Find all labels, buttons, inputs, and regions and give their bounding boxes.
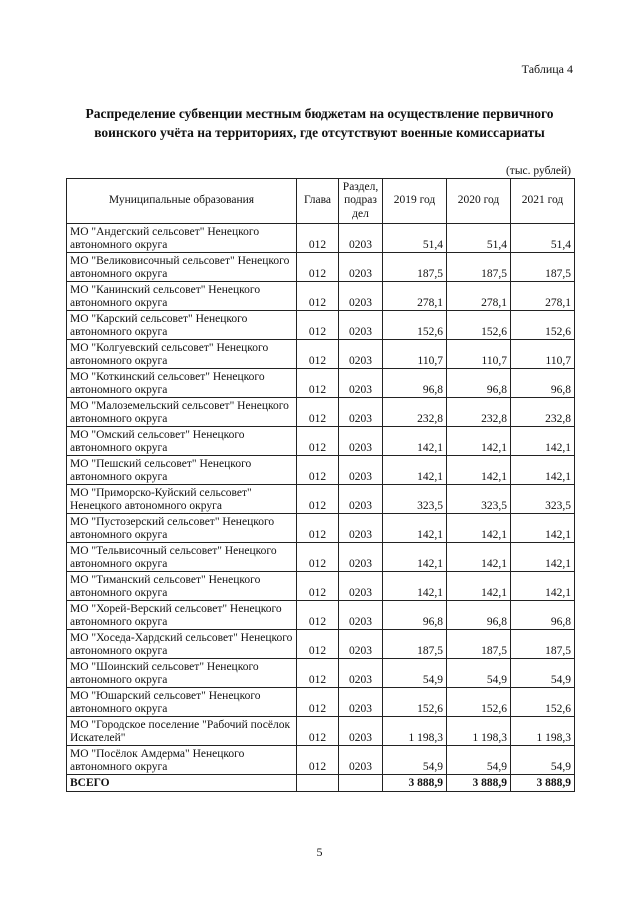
- amount-2021: 142,1: [511, 456, 575, 485]
- section-code: 0203: [339, 688, 383, 717]
- amount-2021: 54,9: [511, 659, 575, 688]
- municipality-name-line: автономного округа: [70, 297, 168, 309]
- chapter-code: 012: [297, 485, 339, 514]
- title-line: Распределение субвенции местным бюджетам на осуществление первичного: [85, 106, 554, 121]
- header-section-line: подраз: [344, 194, 377, 207]
- header-section: [339, 179, 383, 224]
- section-code: 0203: [339, 369, 383, 398]
- amount-2020: 232,8: [447, 398, 511, 427]
- amount-2019: 142,1: [383, 572, 447, 601]
- amount-2019: 323,5: [383, 485, 447, 514]
- amount-2021: 232,8: [511, 398, 575, 427]
- amount-2021: 142,1: [511, 427, 575, 456]
- amount-2021: 152,6: [511, 688, 575, 717]
- table-row: [67, 688, 575, 717]
- amount-2019: 96,8: [383, 601, 447, 630]
- municipality-name: [67, 456, 297, 485]
- amount-2020: 142,1: [447, 572, 511, 601]
- chapter-code: 012: [297, 398, 339, 427]
- amount-2019: 152,6: [383, 688, 447, 717]
- amount-2020: 96,8: [447, 369, 511, 398]
- subvention-table: [66, 178, 575, 792]
- municipality-name: [67, 398, 297, 427]
- section-code: 0203: [339, 224, 383, 253]
- chapter-code: 012: [297, 340, 339, 369]
- section-code: 0203: [339, 456, 383, 485]
- table-row: [67, 717, 575, 746]
- chapter-code: 012: [297, 224, 339, 253]
- amount-2020: 152,6: [447, 688, 511, 717]
- municipality-name-line: МО "Пешский сельсовет" Ненецкого: [70, 458, 252, 470]
- municipality-name: [67, 630, 297, 659]
- chapter-code: 012: [297, 630, 339, 659]
- table-row: [67, 369, 575, 398]
- table-row: [67, 746, 575, 775]
- municipality-name: [67, 514, 297, 543]
- section-code: 0203: [339, 746, 383, 775]
- section-code: 0203: [339, 659, 383, 688]
- total-2020: 3 888,9: [447, 775, 511, 792]
- header-row: [67, 179, 575, 224]
- amount-2019: 152,6: [383, 311, 447, 340]
- amount-2021: 142,1: [511, 572, 575, 601]
- amount-2020: 187,5: [447, 630, 511, 659]
- municipality-name: [67, 224, 297, 253]
- municipality-name-line: МО "Посёлок Амдерма" Ненецкого: [70, 748, 245, 760]
- table-row: [67, 514, 575, 543]
- amount-2021: 152,6: [511, 311, 575, 340]
- amount-2021: 187,5: [511, 253, 575, 282]
- amount-2021: 1 198,3: [511, 717, 575, 746]
- municipality-name-line: автономного округа: [70, 268, 168, 280]
- amount-2020: 187,5: [447, 253, 511, 282]
- table-row: [67, 340, 575, 369]
- amount-2021: 54,9: [511, 746, 575, 775]
- amount-2019: 110,7: [383, 340, 447, 369]
- municipality-name-line: МО "Малоземельский сельсовет" Ненецкого: [70, 400, 289, 412]
- municipality-name-line: МО "Карский сельсовет" Ненецкого: [70, 313, 248, 325]
- municipality-name-line: МО "Андегский сельсовет" Ненецкого: [70, 226, 260, 238]
- municipality-name: [67, 427, 297, 456]
- table-row: [67, 485, 575, 514]
- municipality-name-line: МО "Пустозерский сельсовет" Ненецкого: [70, 516, 275, 528]
- amount-2020: 1 198,3: [447, 717, 511, 746]
- municipality-name: [67, 253, 297, 282]
- chapter-code: 012: [297, 514, 339, 543]
- amount-2021: 142,1: [511, 514, 575, 543]
- table-label: Таблица 4: [521, 62, 573, 76]
- amount-2019: 187,5: [383, 253, 447, 282]
- municipality-name-line: МО "Городское поселение "Рабочий посёлок: [70, 719, 291, 731]
- municipality-name-line: МО "Омский сельсовет" Ненецкого: [70, 429, 245, 441]
- municipality-name: [67, 311, 297, 340]
- chapter-code: 012: [297, 311, 339, 340]
- table-row: [67, 601, 575, 630]
- amount-2021: 323,5: [511, 485, 575, 514]
- municipality-name-line: автономного округа: [70, 355, 168, 367]
- amount-2020: 152,6: [447, 311, 511, 340]
- municipality-name: [67, 282, 297, 311]
- section-code: 0203: [339, 572, 383, 601]
- amount-2021: 51,4: [511, 224, 575, 253]
- municipality-name: [67, 746, 297, 775]
- municipality-name: [67, 340, 297, 369]
- chapter-code: 012: [297, 717, 339, 746]
- municipality-name-line: автономного округа: [70, 645, 168, 657]
- amount-2021: 110,7: [511, 340, 575, 369]
- section-code: 0203: [339, 340, 383, 369]
- table-row: [67, 456, 575, 485]
- municipality-name-line: автономного округа: [70, 239, 168, 251]
- section-code: 0203: [339, 630, 383, 659]
- section-code: 0203: [339, 514, 383, 543]
- amount-2019: 232,8: [383, 398, 447, 427]
- header-chapter: Глава: [297, 179, 339, 224]
- municipality-name-line: МО "Хорей-Верский сельсовет" Ненецкого: [70, 603, 282, 615]
- municipality-name-line: автономного округа: [70, 326, 168, 338]
- page-number: 5: [316, 845, 323, 859]
- amount-2019: 54,9: [383, 659, 447, 688]
- municipality-name-line: автономного округа: [70, 471, 168, 483]
- amount-2020: 142,1: [447, 456, 511, 485]
- chapter-code: 012: [297, 572, 339, 601]
- municipality-name-line: автономного округа: [70, 529, 168, 541]
- municipality-name: [67, 485, 297, 514]
- total-2019: 3 888,9: [383, 775, 447, 792]
- total-row: [67, 775, 575, 792]
- table-row: [67, 543, 575, 572]
- amount-2020: 54,9: [447, 659, 511, 688]
- amount-2020: 278,1: [447, 282, 511, 311]
- chapter-code: 012: [297, 456, 339, 485]
- municipality-name-line: автономного округа: [70, 703, 168, 715]
- municipality-name-line: МО "Юшарский сельсовет" Ненецкого: [70, 690, 261, 702]
- municipality-name-line: Ненецкого автономного округа: [70, 500, 222, 512]
- table-row: [67, 427, 575, 456]
- table-row: [67, 572, 575, 601]
- section-code: 0203: [339, 601, 383, 630]
- table-row: [67, 253, 575, 282]
- amount-2020: 142,1: [447, 427, 511, 456]
- section-code: 0203: [339, 427, 383, 456]
- municipality-name-line: автономного округа: [70, 442, 168, 454]
- chapter-code: 012: [297, 253, 339, 282]
- amount-2019: 278,1: [383, 282, 447, 311]
- total-label: ВСЕГО: [67, 775, 297, 792]
- municipality-name-line: автономного округа: [70, 761, 168, 773]
- municipality-name-line: Искателей": [70, 732, 126, 744]
- municipality-name: [67, 369, 297, 398]
- amount-2020: 142,1: [447, 543, 511, 572]
- section-code: 0203: [339, 253, 383, 282]
- municipality-name-line: автономного округа: [70, 413, 168, 425]
- municipality-name-line: МО "Великовисочный сельсовет" Ненецкого: [70, 255, 290, 267]
- amount-2021: 142,1: [511, 543, 575, 572]
- amount-2021: 96,8: [511, 601, 575, 630]
- municipality-name-line: МО "Канинский сельсовет" Ненецкого: [70, 284, 261, 296]
- municipality-name-line: МО "Тельвисочный сельсовет" Ненецкого: [70, 545, 277, 557]
- chapter-code: 012: [297, 688, 339, 717]
- municipality-name-line: МО "Колгуевский сельсовет" Ненецкого: [70, 342, 269, 354]
- municipality-name-line: МО "Шоинский сельсовет" Ненецкого: [70, 661, 259, 673]
- amount-2020: 96,8: [447, 601, 511, 630]
- total-section: [339, 775, 383, 792]
- amount-2020: 110,7: [447, 340, 511, 369]
- municipality-name: [67, 659, 297, 688]
- table-row: [67, 398, 575, 427]
- table-row: [67, 224, 575, 253]
- chapter-code: 012: [297, 659, 339, 688]
- section-code: 0203: [339, 717, 383, 746]
- table-row: [67, 659, 575, 688]
- municipality-name: [67, 572, 297, 601]
- section-code: 0203: [339, 485, 383, 514]
- amount-2021: 187,5: [511, 630, 575, 659]
- amount-2019: 1 198,3: [383, 717, 447, 746]
- total-2021: 3 888,9: [511, 775, 575, 792]
- title-line: воинского учёта на территориях, где отсутствуют военные комиссариаты: [94, 125, 545, 140]
- amount-2020: 51,4: [447, 224, 511, 253]
- document-title: [40, 104, 599, 142]
- header-2021: 2021 год: [511, 179, 575, 224]
- section-code: 0203: [339, 398, 383, 427]
- header-name: Муниципальные образования: [67, 179, 297, 224]
- municipality-name-line: автономного округа: [70, 616, 168, 628]
- amount-2019: 187,5: [383, 630, 447, 659]
- municipality-name-line: автономного округа: [70, 674, 168, 686]
- amount-2019: 51,4: [383, 224, 447, 253]
- amount-2019: 96,8: [383, 369, 447, 398]
- municipality-name-line: МО "Коткинский сельсовет" Ненецкого: [70, 371, 265, 383]
- amount-2019: 142,1: [383, 514, 447, 543]
- chapter-code: 012: [297, 369, 339, 398]
- amount-2019: 142,1: [383, 427, 447, 456]
- section-code: 0203: [339, 311, 383, 340]
- amount-2021: 96,8: [511, 369, 575, 398]
- municipality-name: [67, 717, 297, 746]
- header-2020: 2020 год: [447, 179, 511, 224]
- section-code: 0203: [339, 543, 383, 572]
- municipality-name: [67, 601, 297, 630]
- amount-2019: 142,1: [383, 456, 447, 485]
- municipality-name-line: автономного округа: [70, 587, 168, 599]
- chapter-code: 012: [297, 282, 339, 311]
- table-row: [67, 630, 575, 659]
- municipality-name: [67, 688, 297, 717]
- chapter-code: 012: [297, 601, 339, 630]
- chapter-code: 012: [297, 543, 339, 572]
- header-section-line: Раздел,: [342, 180, 379, 193]
- amount-2021: 278,1: [511, 282, 575, 311]
- municipality-name-line: МО "Тиманский сельсовет" Ненецкого: [70, 574, 261, 586]
- chapter-code: 012: [297, 746, 339, 775]
- header-2019: 2019 год: [383, 179, 447, 224]
- amount-2019: 142,1: [383, 543, 447, 572]
- municipality-name: [67, 543, 297, 572]
- amount-2020: 142,1: [447, 514, 511, 543]
- table-row: [67, 282, 575, 311]
- units-note: (тыс. рублей): [505, 165, 571, 177]
- amount-2020: 323,5: [447, 485, 511, 514]
- section-code: 0203: [339, 282, 383, 311]
- chapter-code: 012: [297, 427, 339, 456]
- amount-2020: 54,9: [447, 746, 511, 775]
- municipality-name-line: МО "Хоседа-Хардский сельсовет" Ненецкого: [70, 632, 293, 644]
- total-chapter: [297, 775, 339, 792]
- municipality-name-line: МО "Приморско-Куйский сельсовет": [70, 487, 252, 499]
- municipality-name-line: автономного округа: [70, 384, 168, 396]
- municipality-name-line: автономного округа: [70, 558, 168, 570]
- header-section-line: дел: [352, 207, 369, 220]
- table-row: [67, 311, 575, 340]
- amount-2019: 54,9: [383, 746, 447, 775]
